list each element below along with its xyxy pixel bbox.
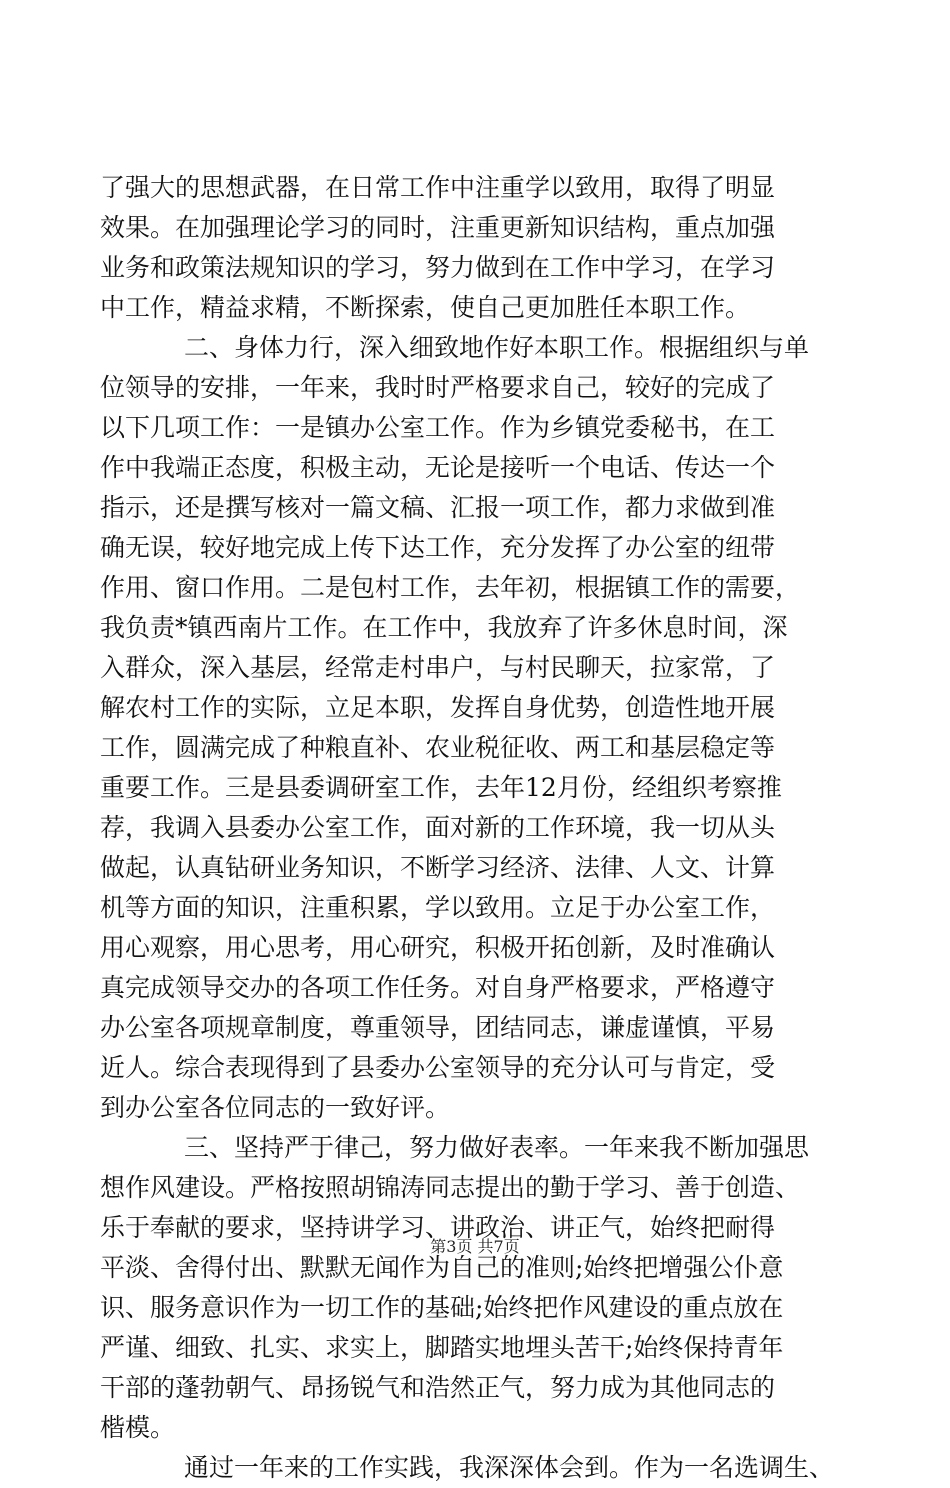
text-line: 作中我端正态度，积极主动，无论是接听一个电话、传达一个 [100, 453, 776, 482]
text-line: 楷模。 [100, 1413, 176, 1442]
text-line: 工作，圆满完成了种粮直补、农业税征收、两工和基层稳定等 [100, 733, 776, 762]
paragraph-start-line: 通过一年来的工作实践，我深深体会到。作为一名选调生、 [184, 1453, 835, 1482]
text-line: 真完成领导交办的各项工作任务。对自身严格要求，严格遵守 [100, 973, 776, 1002]
text-line: 想作风建设。严格按照胡锦涛同志提出的勤于学习、善于创造、 [100, 1173, 801, 1202]
text-line: 指示，还是撰写核对一篇文稿、汇报一项工作，都力求做到准 [100, 493, 776, 522]
text-line: 解农村工作的实际，立足本职，发挥自身优势，创造性地开展 [100, 693, 776, 722]
text-line: 干部的蓬勃朝气、昂扬锐气和浩然正气，努力成为其他同志的 [100, 1373, 776, 1402]
text-line: 用心观察，用心思考，用心研究，积极开拓创新，及时准确认 [100, 933, 776, 962]
text-line: 作用、窗口作用。二是包村工作，去年初，根据镇工作的需要， [100, 573, 801, 602]
text-line: 平淡、舍得付出、默默无闻作为自己的准则;始终把增强公仆意 [100, 1253, 784, 1282]
text-line: 位领导的安排，一年来，我时时严格要求自己，较好的完成了 [100, 373, 776, 402]
text-line: 中工作，精益求精，不断探索，使自己更加胜任本职工作。 [100, 293, 751, 322]
text-line: 以下几项工作：一是镇办公室工作。作为乡镇党委秘书，在工 [100, 413, 776, 442]
text-line: 入群众，深入基层，经常走村串户，与村民聊天，拉家常，了 [100, 653, 776, 682]
text-line: 确无误，较好地完成上传下达工作，充分发挥了办公室的纽带 [100, 533, 776, 562]
text-line: 办公室各项规章制度，尊重领导，团结同志，谦虚谨慎，平易 [100, 1013, 776, 1042]
page-number-footer: 第3页 共7页 [430, 1237, 520, 1256]
document-body [100, 168, 860, 1488]
text-line: 到办公室各位同志的一致好评。 [100, 1093, 451, 1122]
text-line: 荐，我调入县委办公室工作，面对新的工作环境，我一切从头 [100, 813, 776, 842]
text-line: 做起，认真钻研业务知识，不断学习经济、法律、人文、计算 [100, 853, 776, 882]
text-line: 我负责*镇西南片工作。在工作中，我放弃了许多休息时间，深 [100, 613, 788, 642]
text-line: 近人。综合表现得到了县委办公室领导的充分认可与肯定，受 [100, 1053, 776, 1082]
text-line: 了强大的思想武器，在日常工作中注重学以致用，取得了明显 [100, 173, 776, 202]
text-line: 重要工作。三是县委调研室工作，去年12月份，经组织考察推 [100, 773, 782, 802]
text-line: 识、服务意识作为一切工作的基础;始终把作风建设的重点放在 [100, 1293, 784, 1322]
text-line: 机等方面的知识，注重积累，学以致用。立足于办公室工作， [100, 893, 776, 922]
paragraph-start-line: 二、身体力行，深入细致地作好本职工作。根据组织与单 [184, 333, 810, 362]
paragraph-start-line: 三、坚持严于律己，努力做好表率。一年来我不断加强思 [184, 1133, 810, 1162]
text-line: 业务和政策法规知识的学习，努力做到在工作中学习，在学习 [100, 253, 776, 282]
text-line: 效果。在加强理论学习的同时，注重更新知识结构，重点加强 [100, 213, 776, 242]
text-line: 严谨、细致、扎实、求实上，脚踏实地埋头苦干;始终保持青年 [100, 1333, 784, 1362]
text-line: 乐于奉献的要求，坚持讲学习、讲政治、讲正气，始终把耐得 [100, 1213, 776, 1242]
